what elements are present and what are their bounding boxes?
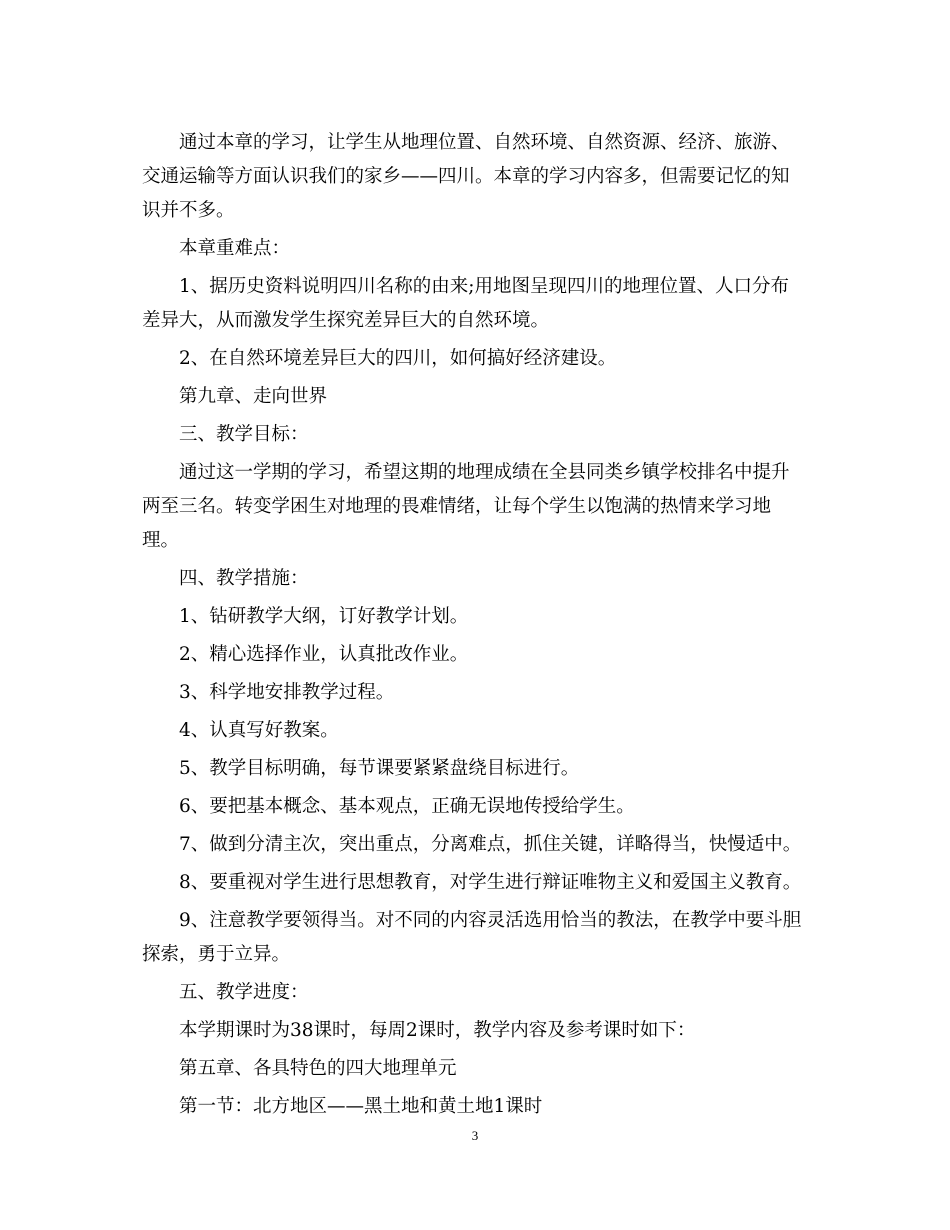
document-body: [142, 126, 807, 1124]
paragraph-key-point-2: 2、在自然环境差异巨大的四川，如何搞好经济建设。: [179, 348, 617, 369]
paragraph-goals-heading: 三、教学目标：: [179, 424, 309, 445]
paragraph-section-one: 第一节：北方地区——黑土地和黄土地1课时: [179, 1096, 543, 1117]
paragraph-measure-8: 8、要重视对学生进行思想教育，对学生进行辩证唯物主义和爱国主义教育。: [179, 872, 802, 893]
paragraph-goals: 通过这一学期的学习，希望这期的地理成绩在全县同类乡镇学校排名中提升两至三名。转变学困生对地理的畏难情绪，让每个学生以饱满的热情来学习地理。: [142, 462, 790, 551]
paragraph-intro: 通过本章的学习，让学生从地理位置、自然环境、自然资源、经济、旅游、交通运输等方面认识我们的家乡——四川。本章的学习内容多，但需要记忆的知识并不多。: [142, 132, 790, 221]
paragraph-class-hours: 本学期课时为38课时，每周2课时，教学内容及参考课时如下：: [179, 1020, 696, 1041]
paragraph-measure-7: 7、做到分清主次，突出重点，分离难点，抓住关键，详略得当，快慢适中。: [179, 834, 802, 855]
paragraph-measures-heading: 四、教学措施：: [179, 568, 309, 589]
paragraph-key-point-1: 1、据历史资料说明四川名称的由来;用地图呈现四川的地理位置、人口分布差异大，从而激发学生探究差异巨大的自然环境。: [142, 276, 790, 331]
paragraph-measure-3: 3、科学地安排教学过程。: [179, 682, 395, 703]
page-number: 3: [471, 1128, 479, 1143]
paragraph-measure-4: 4、认真写好教案。: [179, 720, 339, 741]
paragraph-measure-9: 9、注意教学要领得当。对不同的内容灵活选用恰当的教法，在教学中要斗胆探索，勇于立异。: [142, 910, 802, 965]
paragraph-key-points-heading: 本章重难点：: [179, 238, 291, 259]
paragraph-measure-1: 1、钻研教学大纲，订好教学计划。: [179, 606, 469, 627]
paragraph-measure-2: 2、精心选择作业，认真批改作业。: [179, 644, 469, 665]
paragraph-progress-heading: 五、教学进度：: [179, 982, 309, 1003]
paragraph-chapter-nine: 第九章、走向世界: [179, 386, 328, 407]
paragraph-measure-6: 6、要把基本概念、基本观点，正确无误地传授给学生。: [179, 796, 635, 817]
paragraph-measure-5: 5、教学目标明确，每节课要紧紧盘绕目标进行。: [179, 758, 580, 779]
paragraph-chapter-five: 第五章、各具特色的四大地理单元: [179, 1058, 457, 1079]
